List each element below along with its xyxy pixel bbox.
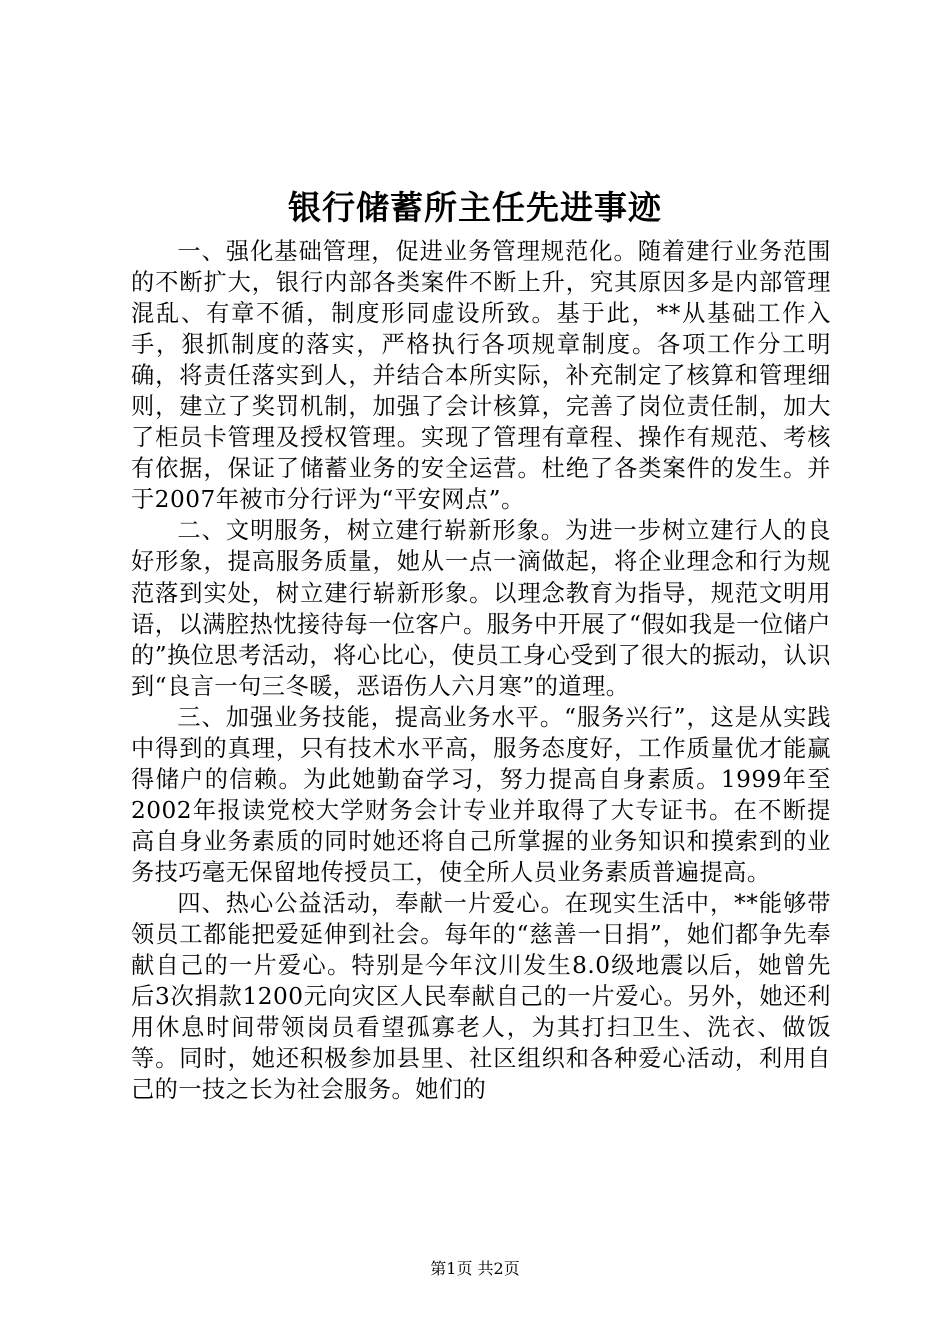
- page-footer: 第1页 共2页: [430, 1259, 520, 1278]
- document-body: [131, 236, 831, 1105]
- paragraph-1: 一、强化基础管理，促进业务管理规范化。随着建行业务范围的不断扩大，银行内部各类案件不断上升，究其原因多是内部管理混乱、有章不循，制度形同虚设所致。基于此，**从基础工作入手，狠抓制度的落实，严格执行各项规章制度。各项工作分工明确，将责任落实到人，并结合本所实际，补充制定了核算和管理细则，建立了奖罚机制，加强了会计核算，完善了岗位责任制，加大了柜员卡管理及授权管理。实现了管理有章程、操作有规范、考核有依据，保证了储蓄业务的安全运营。杜绝了各类案件的发生。并于2007年被市分行评为“平安网点”。: [131, 238, 831, 514]
- paragraph-3: 三、加强业务技能，提高业务水平。“服务兴行”，这是从实践中得到的真理，只有技术水平高，服务态度好，工作质量优才能赢得储户的信赖。为此她勤奋学习，努力提高自身素质。1999年至2002年报读党校大学财务会计专业并取得了大专证书。在不断提高自身业务素质的同时她还将自己所掌握的业务知识和摸索到的业务技巧毫无保留地传授员工，使全所人员业务素质普遍提高。: [131, 703, 831, 886]
- document-title: 银行储蓄所主任先进事迹: [288, 188, 662, 227]
- paragraph-4: 四、热心公益活动，奉献一片爱心。在现实生活中，**能够带领员工都能把爱延伸到社会。每年的“慈善一日捐”，她们都争先奉献自己的一片爱心。特别是今年汶川发生8.0级地震以后，她曾先后3次捐款1200元向灾区人民奉献自己的一片爱心。另外，她还利用休息时间带领岗员看望孤寡老人，为其打扫卫生、洗衣、做饭等。同时，她还积极参加县里、社区组织和各种爱心活动，利用自己的一技之长为社会服务。她们的: [131, 889, 831, 1104]
- paragraph-2: 二、文明服务，树立建行崭新形象。为进一步树立建行人的良好形象，提高服务质量，她从一点一滴做起，将企业理念和行为规范落到实处，树立建行崭新形象。以理念教育为指导，规范文明用语，以满腔热忱接待每一位客户。服务中开展了“假如我是一位储户的”换位思考活动，将心比心，使员工身心受到了很大的振动，认识到“良言一句三冬暖，恶语伤人六月寒”的道理。: [131, 517, 831, 700]
